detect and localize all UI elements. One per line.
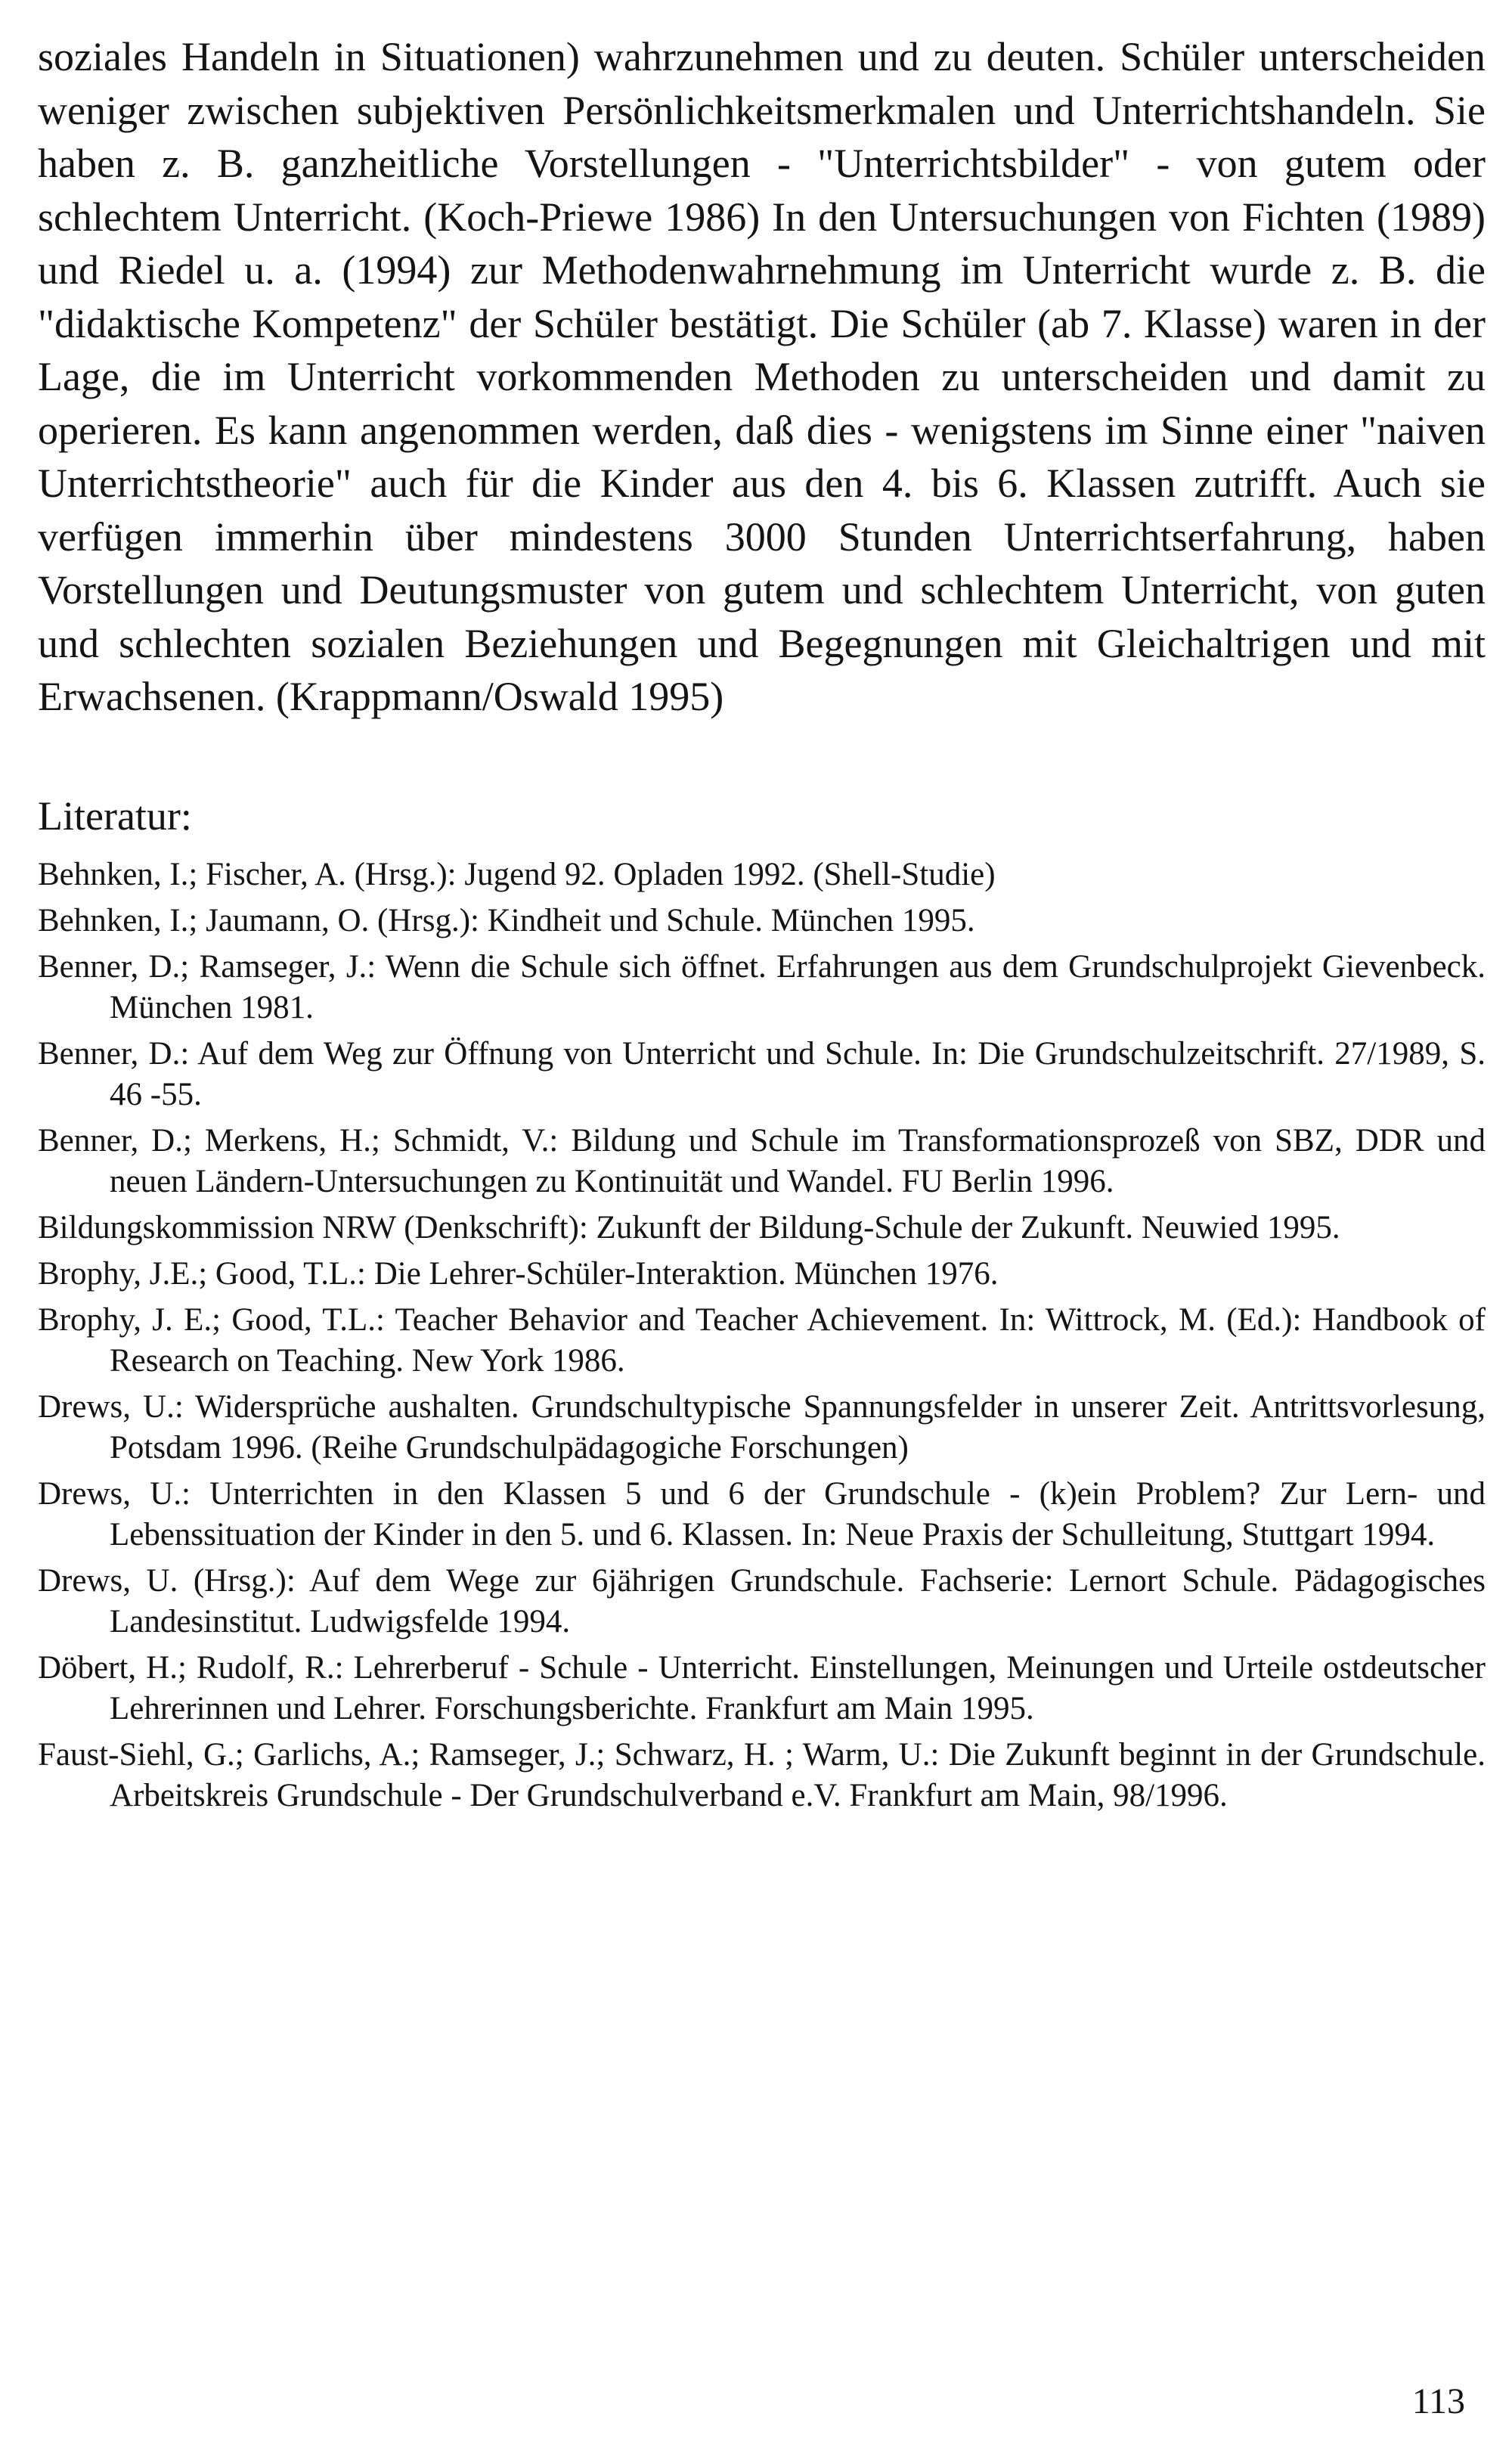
reference-entry: Behnken, I.; Jaumann, O. (Hrsg.): Kindheit und Schule. München 1995. — [38, 902, 975, 938]
reference-entry: Brophy, J.E.; Good, T.L.: Die Lehrer-Schüler-Interaktion. München 1976. — [38, 1255, 999, 1292]
reference-entry: Drews, U.: Unterrichten in den Klassen 5 und 6 der Grundschule - (k)ein Problem? Zur Lern- und Lebenssituation der Kinder in den 5. und 6. Klassen. In: Neue Praxis der Schulleitung, Stuttgart 1994. — [38, 1475, 1486, 1552]
document-page — [38, 30, 1486, 1822]
reference-entry: Döbert, H.; Rudolf, R.: Lehrerberuf - Schule - Unterricht. Einstellungen, Meinungen und Urteile ostdeutscher Lehrerinnen und Lehrer. Forschungsberichte. Frankfurt am Main 1995. — [38, 1649, 1486, 1726]
reference-list — [38, 855, 1486, 1816]
literature-heading: Literatur: — [38, 793, 192, 839]
body-paragraph: soziales Handeln in Situationen) wahrzunehmen und zu deuten. Schüler unterscheiden weniger zwischen subjektiven Persönlichkeitsmerkmalen und Unterrichtshandeln. Sie haben z. B. ganzheitliche Vorstellungen - "Unterrichtsbilder" - von gutem oder schlechtem Unterricht. (Koch-Priewe 1986) In den Untersuchungen von Fichten (1989) und Riedel u. a. (1994) zur Methodenwahrnehmung im Unterricht wurde z. B. die "didaktische Kompetenz" der Schüler bestätigt. Die Schüler (ab 7. Klasse) waren in der Lage, die im Unterricht vorkommenden Methoden zu unterscheiden und damit zu operieren. Es kann angenommen werden, daß dies - wenigstens im Sinne einer "naiven Unterrichtstheorie" auch für die Kinder aus den 4. bis 6. Klassen zutrifft. Auch sie verfügen immerhin über mindestens 3000 Stunden Unterrichtserfahrung, haben Vorstellungen und Deutungsmuster von gutem und schlechtem Unterricht, von guten und schlechten sozialen Beziehungen und Begegnungen mit Gleichaltrigen und mit Erwachsenen. (Krappmann/Oswald 1995) — [38, 34, 1486, 719]
reference-entry: Faust-Siehl, G.; Garlichs, A.; Ramseger, J.; Schwarz, H. ; Warm, U.: Die Zukunft beginnt in der Grundschule. Arbeitskreis Grundschule - Der Grundschulverband e.V. Frankfurt am Main, 98/1996. — [38, 1736, 1486, 1813]
reference-entry: Benner, D.; Ramseger, J.: Wenn die Schule sich öffnet. Erfahrungen aus dem Grundschulprojekt Gievenbeck. München 1981. — [38, 948, 1486, 1025]
page-number: 113 — [1411, 2381, 1465, 2421]
reference-entry: Bildungskommission NRW (Denkschrift): Zukunft der Bildung-Schule der Zukunft. Neuwied 1995. — [38, 1209, 1340, 1245]
reference-entry: Drews, U.: Widersprüche aushalten. Grundschultypische Spannungsfelder in unserer Zeit. Antrittsvorlesung, Potsdam 1996. (Reihe Grundschulpädagogiche Forschungen) — [38, 1388, 1486, 1466]
reference-entry: Drews, U. (Hrsg.): Auf dem Wege zur 6jährigen Grundschule. Fachserie: Lernort Schule. Pädagogisches Landesinstitut. Ludwigsfelde 1994. — [38, 1562, 1486, 1639]
reference-entry: Benner, D.: Auf dem Weg zur Öffnung von Unterricht und Schule. In: Die Grundschulzeitschrift. 27/1989, S. 46 -55. — [38, 1035, 1486, 1112]
reference-entry: Behnken, I.; Fischer, A. (Hrsg.): Jugend 92. Opladen 1992. (Shell-Studie) — [38, 856, 996, 892]
reference-entry: Benner, D.; Merkens, H.; Schmidt, V.: Bildung und Schule im Transformationsprozeß von SBZ, DDR und neuen Ländern-Untersuchungen zu Kontinuität und Wandel. FU Berlin 1996. — [38, 1122, 1486, 1199]
body-text — [38, 30, 1486, 724]
reference-entry: Brophy, J. E.; Good, T.L.: Teacher Behavior and Teacher Achievement. In: Wittrock, M. (Ed.): Handbook of Research on Teaching. New York 1986. — [38, 1301, 1486, 1379]
